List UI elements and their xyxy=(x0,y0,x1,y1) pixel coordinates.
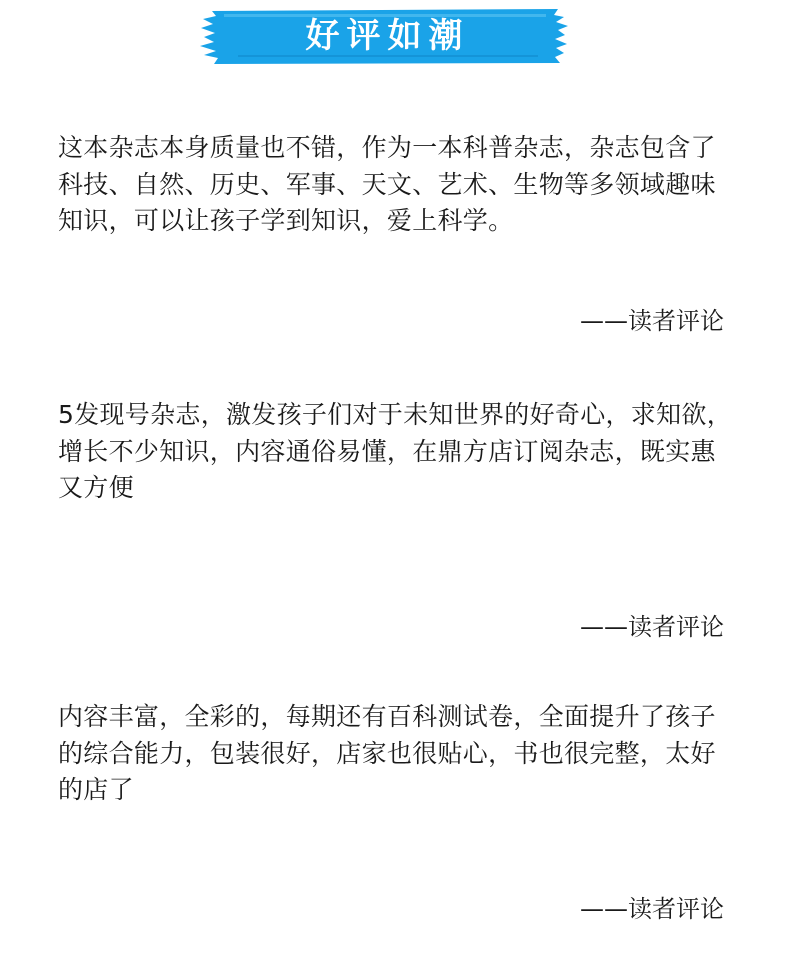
review-3 xyxy=(58,699,738,809)
review-text: 内容丰富，全彩的，每期还有百科测试卷，全面提升了孩子的综合能力，包装很好，店家也很贴心，书也很完整，太好的店了 xyxy=(58,702,716,804)
review-source: ——读者评论 xyxy=(580,613,724,641)
banner-title: 好评如潮 xyxy=(305,16,470,56)
review-text: 这本杂志本身质量也不错，作为一本科普杂志，杂志包含了科技、自然、历史、军事、天文、艺术、生物等多领域趣味知识，可以让孩子学到知识，爱上科学。 xyxy=(58,133,716,235)
review-text: 5发现号杂志，激发孩子们对于未知世界的好奇心，求知欲，增长不少知识，内容通俗易懂，在鼎方店订阅杂志，既实惠又方便 xyxy=(58,400,733,502)
review-source: ——读者评论 xyxy=(580,307,724,335)
review-source: ——读者评论 xyxy=(580,895,724,923)
review-1 xyxy=(58,130,738,240)
title-banner xyxy=(198,8,570,64)
review-2 xyxy=(58,397,738,507)
